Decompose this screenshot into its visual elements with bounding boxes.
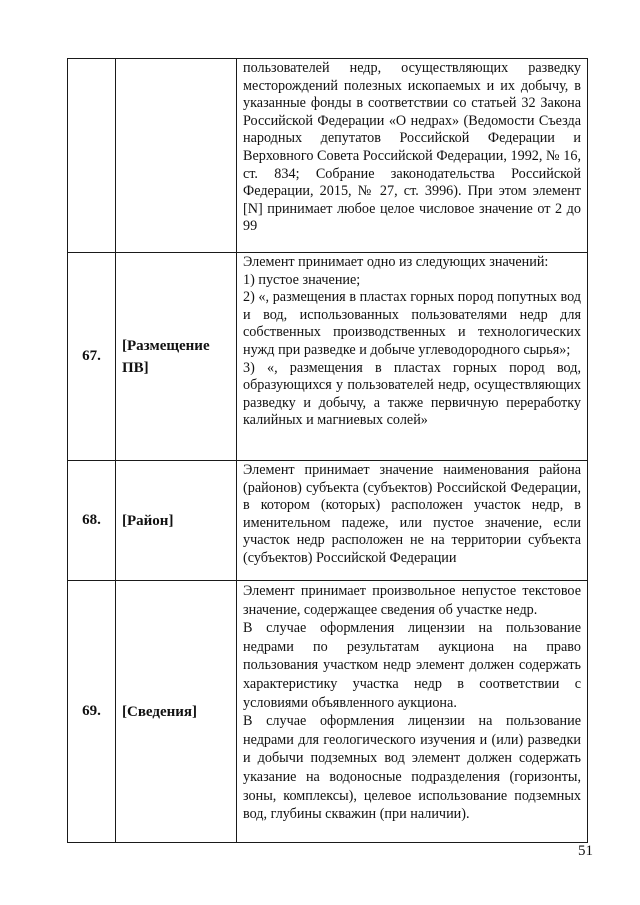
description-paragraph: Элемент принимает произвольное непустое текстовое значение, содержащее сведения об участке недр. bbox=[243, 583, 581, 618]
element-description bbox=[237, 581, 588, 843]
table-row-68 bbox=[68, 461, 588, 581]
table-row-67 bbox=[68, 253, 588, 461]
table-row-continuation bbox=[68, 59, 588, 253]
description-paragraph: В случае оформления лицензии на пользование недрами по результатам аукциона на право пользования участком недр элемент должен содержать характеристику участка недр в соответствии с условиями объявленного аукциона. bbox=[243, 620, 581, 711]
description-paragraph: 2) «, размещения в пластах горных пород попутных вод и вод, использованных пользователями недр для собственных производственных и технологических нужд при разведке и добыче углеводородного сырья»; bbox=[243, 289, 581, 358]
description-paragraph: 1) пустое значение; bbox=[243, 271, 361, 288]
page-number: 51 bbox=[578, 843, 593, 859]
description-paragraph: Элемент принимает значение наименования района (районов) субъекта (субъектов) Российской Федерации, в котором (которых) расположен участок недр, в именительном падеже, или пустое значение, если участок недр расположен не на территории субъекта (субъектов) Российской Федерации bbox=[243, 462, 581, 566]
description-paragraph: пользователей недр, осуществляющих разведку месторождений полезных ископаемых и их добычу, в указанные фонды в соответствии со статьей 32 Закона Российской Федерации «О недрах» (Ведомости Съезда народных депутатов Российской Федерации и Верховного Совета Российской Федерации, 1992, № 16, ст. 834; Собрание законодательства Российской Федерации, 2015, № 27, ст. 3996). При этом элемент [N] принимает любое целое числовое значение от 2 до 99 bbox=[243, 60, 581, 235]
description-paragraph: В случае оформления лицензии на пользование недрами для геологического изучения и (или) разведки и добычи подземных вод элемент должен содержать указание на водоносные подразделения (горизонты, зоны, комплексы), целевое использование подземных вод, глубины скважин (при наличии). bbox=[243, 713, 581, 823]
element-description bbox=[237, 461, 588, 581]
specification-table bbox=[67, 58, 588, 843]
element-name bbox=[116, 59, 237, 253]
description-paragraph: Элемент принимает одно из следующих значений: bbox=[243, 254, 549, 270]
element-description bbox=[237, 253, 588, 461]
row-number: 67. bbox=[68, 253, 116, 461]
element-description bbox=[237, 59, 588, 253]
row-number bbox=[68, 59, 116, 253]
description-paragraph: 3) «, размещения в пластах горных пород вод, образующихся у пользователей недр, осуществляющих разведку и добычу, а также первичную переработку калийных и магниевых солей» bbox=[243, 359, 581, 429]
table-row-69 bbox=[68, 581, 588, 843]
element-name: [Сведения] bbox=[116, 581, 237, 843]
row-number: 68. bbox=[68, 461, 116, 581]
element-name: [Размещение ПВ] bbox=[116, 253, 237, 461]
element-name: [Район] bbox=[116, 461, 237, 581]
row-number: 69. bbox=[68, 581, 116, 843]
